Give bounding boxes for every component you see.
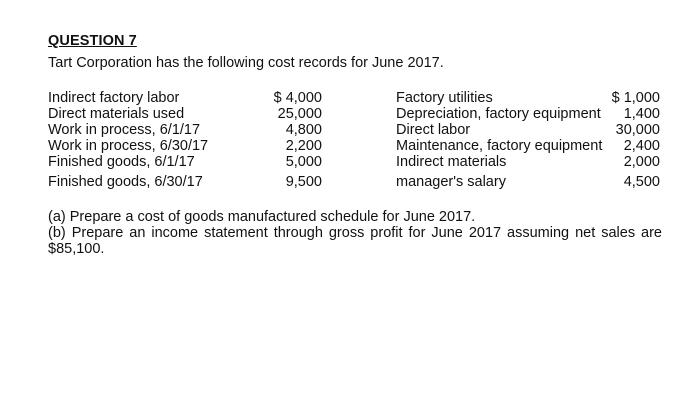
right-item-label: manager's salary bbox=[396, 174, 506, 190]
right-item-value: $ 1,000 bbox=[611, 90, 660, 106]
right-values-column bbox=[594, 90, 660, 190]
left-item-value: 5,000 bbox=[285, 154, 322, 170]
part-b-text: (b) Prepare an income statement through gross profit for June 2017 assuming net sales are $85,100. bbox=[48, 225, 662, 257]
question-parts bbox=[48, 209, 662, 257]
right-item-value: 4,500 bbox=[623, 174, 660, 190]
right-item-label: Depreciation, factory equipment bbox=[396, 106, 601, 122]
left-values-column bbox=[252, 90, 322, 190]
left-item-value: 25,000 bbox=[277, 106, 322, 122]
left-item-value: 4,800 bbox=[285, 122, 322, 138]
left-item-label: Work in process, 6/1/17 bbox=[48, 122, 201, 138]
part-a-text: (a) Prepare a cost of goods manufactured schedule for June 2017. bbox=[48, 209, 476, 225]
right-labels-column bbox=[396, 90, 602, 190]
left-item-label: Work in process, 6/30/17 bbox=[48, 138, 209, 154]
left-labels-column bbox=[48, 90, 208, 190]
question-heading: QUESTION 7 bbox=[48, 33, 137, 49]
right-item-value: 30,000 bbox=[615, 122, 660, 138]
right-item-value: 2,000 bbox=[623, 154, 660, 170]
left-item-value: 2,200 bbox=[285, 138, 322, 154]
left-item-label: Indirect factory labor bbox=[48, 90, 180, 106]
right-item-value: 1,400 bbox=[623, 106, 660, 122]
right-item-label: Direct labor bbox=[396, 122, 471, 138]
right-item-label: Maintenance, factory equipment bbox=[396, 138, 603, 154]
left-item-value: $ 4,000 bbox=[273, 90, 322, 106]
left-item-label: Finished goods, 6/30/17 bbox=[48, 174, 203, 190]
left-item-label: Direct materials used bbox=[48, 106, 185, 122]
right-item-value: 2,400 bbox=[623, 138, 660, 154]
right-item-label: Factory utilities bbox=[396, 90, 493, 106]
question-intro: Tart Corporation has the following cost records for June 2017. bbox=[48, 55, 444, 71]
right-item-label: Indirect materials bbox=[396, 154, 507, 170]
left-item-value: 9,500 bbox=[285, 174, 322, 190]
left-item-label: Finished goods, 6/1/17 bbox=[48, 154, 195, 170]
